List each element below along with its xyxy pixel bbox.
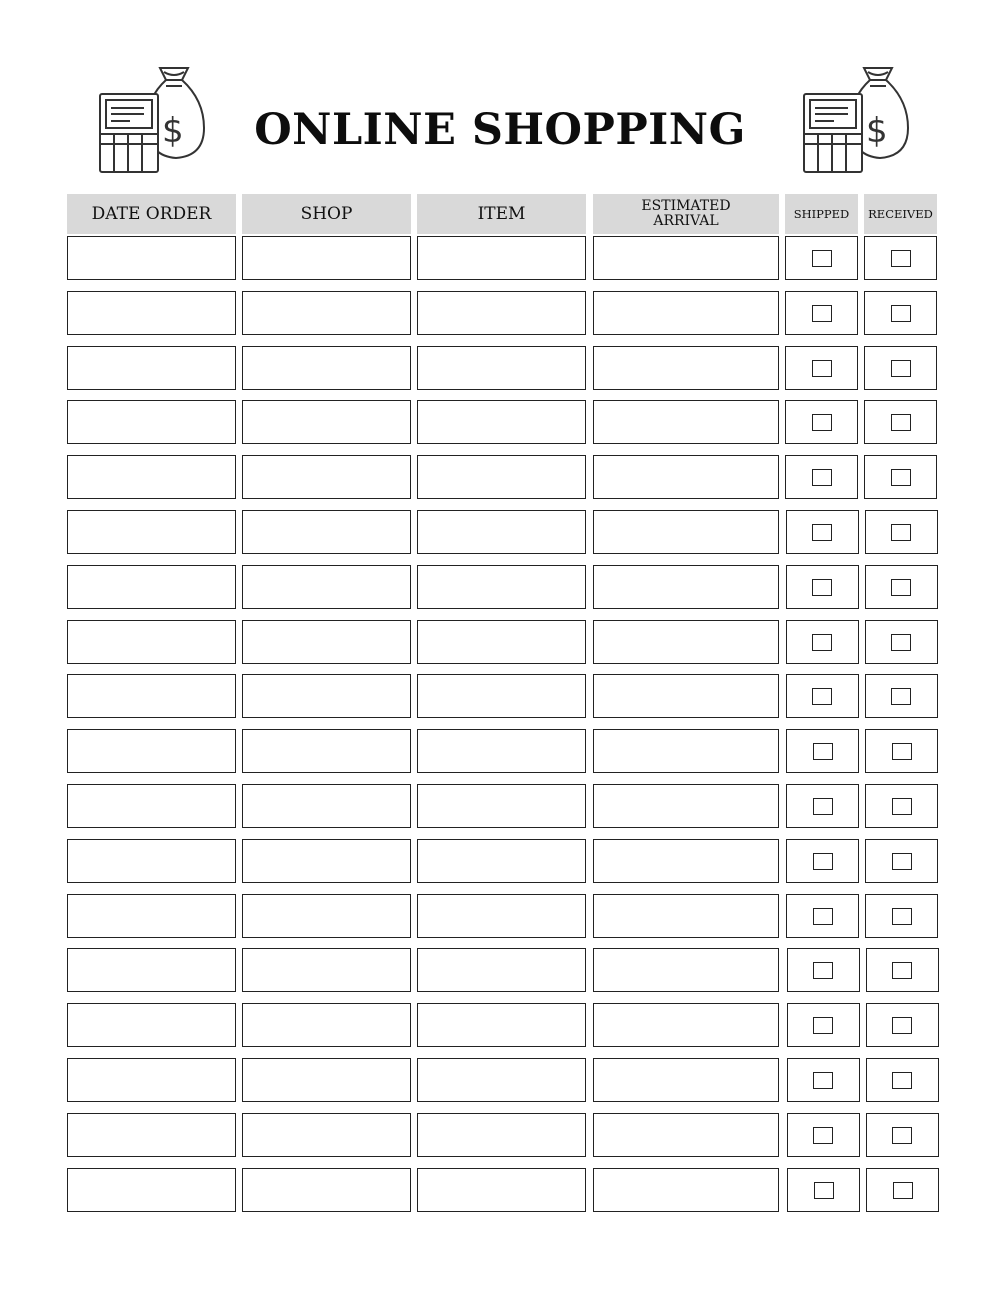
- shipped-checkbox[interactable]: [813, 908, 833, 925]
- date-order-cell[interactable]: [67, 510, 236, 554]
- shop-cell[interactable]: [242, 1058, 411, 1102]
- shipped-checkbox[interactable]: [812, 634, 832, 651]
- estimated-arrival-cell[interactable]: [593, 894, 779, 938]
- item-cell[interactable]: [417, 948, 586, 992]
- item-cell[interactable]: [417, 510, 586, 554]
- date-order-cell[interactable]: [67, 291, 236, 335]
- received-checkbox[interactable]: [892, 798, 912, 815]
- received-checkbox[interactable]: [891, 524, 911, 541]
- item-cell[interactable]: [417, 839, 586, 883]
- date-order-cell[interactable]: [67, 1003, 236, 1047]
- item-cell[interactable]: [417, 729, 586, 773]
- received-checkbox[interactable]: [892, 743, 912, 760]
- date-order-cell[interactable]: [67, 236, 236, 280]
- item-cell[interactable]: [417, 1113, 586, 1157]
- estimated-arrival-cell[interactable]: [593, 784, 779, 828]
- item-cell[interactable]: [417, 565, 586, 609]
- received-checkbox[interactable]: [891, 305, 911, 322]
- estimated-arrival-cell[interactable]: [593, 948, 779, 992]
- received-checkbox[interactable]: [891, 360, 911, 377]
- received-checkbox[interactable]: [891, 414, 911, 431]
- shipped-checkbox[interactable]: [813, 743, 833, 760]
- shop-cell[interactable]: [242, 510, 411, 554]
- estimated-arrival-cell[interactable]: [593, 1003, 779, 1047]
- shop-cell[interactable]: [242, 455, 411, 499]
- date-order-cell[interactable]: [67, 894, 236, 938]
- received-checkbox[interactable]: [892, 962, 912, 979]
- date-order-cell[interactable]: [67, 948, 236, 992]
- estimated-arrival-cell[interactable]: [593, 236, 779, 280]
- shop-cell[interactable]: [242, 400, 411, 444]
- item-cell[interactable]: [417, 784, 586, 828]
- item-cell[interactable]: [417, 674, 586, 718]
- estimated-arrival-cell[interactable]: [593, 1113, 779, 1157]
- shop-cell[interactable]: [242, 1003, 411, 1047]
- shop-cell[interactable]: [242, 948, 411, 992]
- estimated-arrival-cell[interactable]: [593, 839, 779, 883]
- column-header-shipped: SHIPPED: [785, 194, 858, 234]
- estimated-arrival-cell[interactable]: [593, 291, 779, 335]
- shop-cell[interactable]: [242, 784, 411, 828]
- shipped-checkbox[interactable]: [813, 853, 833, 870]
- shipped-checkbox[interactable]: [814, 1182, 834, 1199]
- shipped-checkbox[interactable]: [812, 250, 832, 267]
- date-order-cell[interactable]: [67, 729, 236, 773]
- date-order-cell[interactable]: [67, 346, 236, 390]
- item-cell[interactable]: [417, 291, 586, 335]
- shipped-checkbox[interactable]: [812, 305, 832, 322]
- received-checkbox[interactable]: [893, 1182, 913, 1199]
- shipped-checkbox[interactable]: [812, 688, 832, 705]
- shipped-checkbox[interactable]: [812, 360, 832, 377]
- item-cell[interactable]: [417, 1003, 586, 1047]
- estimated-arrival-cell[interactable]: [593, 346, 779, 390]
- calculator-money-bag-icon: [98, 64, 210, 176]
- shipped-checkbox[interactable]: [813, 1017, 833, 1034]
- shop-cell[interactable]: [242, 565, 411, 609]
- item-cell[interactable]: [417, 620, 586, 664]
- shipped-checkbox[interactable]: [812, 524, 832, 541]
- column-header-item: ITEM: [417, 194, 586, 234]
- column-header-estimated-arrival: ESTIMATED ARRIVAL: [593, 194, 779, 234]
- received-checkbox[interactable]: [891, 469, 911, 486]
- date-order-cell[interactable]: [67, 1058, 236, 1102]
- estimated-arrival-cell[interactable]: [593, 510, 779, 554]
- received-checkbox[interactable]: [891, 634, 911, 651]
- received-checkbox[interactable]: [892, 908, 912, 925]
- shop-cell[interactable]: [242, 729, 411, 773]
- estimated-arrival-cell[interactable]: [593, 455, 779, 499]
- shop-cell[interactable]: [242, 894, 411, 938]
- date-order-cell[interactable]: [67, 400, 236, 444]
- item-cell[interactable]: [417, 400, 586, 444]
- estimated-arrival-cell[interactable]: [593, 400, 779, 444]
- shipped-checkbox[interactable]: [813, 962, 833, 979]
- column-header-received: RECEIVED: [864, 194, 937, 234]
- shop-cell[interactable]: [242, 674, 411, 718]
- column-header-shop: SHOP: [242, 194, 411, 234]
- shop-cell[interactable]: [242, 620, 411, 664]
- item-cell[interactable]: [417, 455, 586, 499]
- estimated-arrival-cell[interactable]: [593, 674, 779, 718]
- estimated-arrival-cell[interactable]: [593, 620, 779, 664]
- received-checkbox[interactable]: [892, 1127, 912, 1144]
- received-checkbox[interactable]: [891, 250, 911, 267]
- svg-text:$: $: [866, 111, 888, 151]
- page-title: ONLINE SHOPPING: [254, 105, 746, 155]
- shop-cell[interactable]: [242, 291, 411, 335]
- svg-text:$: $: [162, 111, 184, 151]
- shipped-checkbox[interactable]: [813, 798, 833, 815]
- shop-cell[interactable]: [242, 1168, 411, 1212]
- estimated-arrival-cell[interactable]: [593, 1058, 779, 1102]
- date-order-cell[interactable]: [67, 784, 236, 828]
- received-checkbox[interactable]: [892, 853, 912, 870]
- date-order-cell[interactable]: [67, 1113, 236, 1157]
- shipped-checkbox[interactable]: [812, 469, 832, 486]
- estimated-arrival-cell[interactable]: [593, 565, 779, 609]
- date-order-cell[interactable]: [67, 839, 236, 883]
- estimated-arrival-cell[interactable]: [593, 1168, 779, 1212]
- shipped-checkbox[interactable]: [812, 579, 832, 596]
- received-checkbox[interactable]: [891, 579, 911, 596]
- date-order-cell[interactable]: [67, 455, 236, 499]
- shipped-checkbox[interactable]: [813, 1072, 833, 1089]
- date-order-cell[interactable]: [67, 674, 236, 718]
- shipped-checkbox[interactable]: [812, 414, 832, 431]
- date-order-cell[interactable]: [67, 1168, 236, 1212]
- received-checkbox[interactable]: [892, 1072, 912, 1089]
- shop-cell[interactable]: [242, 1113, 411, 1157]
- estimated-arrival-cell[interactable]: [593, 729, 779, 773]
- item-cell[interactable]: [417, 1058, 586, 1102]
- item-cell[interactable]: [417, 1168, 586, 1212]
- shop-cell[interactable]: [242, 839, 411, 883]
- column-header-date-order: DATE ORDER: [67, 194, 236, 234]
- received-checkbox[interactable]: [892, 1017, 912, 1034]
- shop-cell[interactable]: [242, 236, 411, 280]
- shipped-checkbox[interactable]: [813, 1127, 833, 1144]
- item-cell[interactable]: [417, 236, 586, 280]
- date-order-cell[interactable]: [67, 620, 236, 664]
- received-checkbox[interactable]: [891, 688, 911, 705]
- calculator-money-bag-icon: [802, 64, 914, 176]
- item-cell[interactable]: [417, 894, 586, 938]
- item-cell[interactable]: [417, 346, 586, 390]
- shop-cell[interactable]: [242, 346, 411, 390]
- date-order-cell[interactable]: [67, 565, 236, 609]
